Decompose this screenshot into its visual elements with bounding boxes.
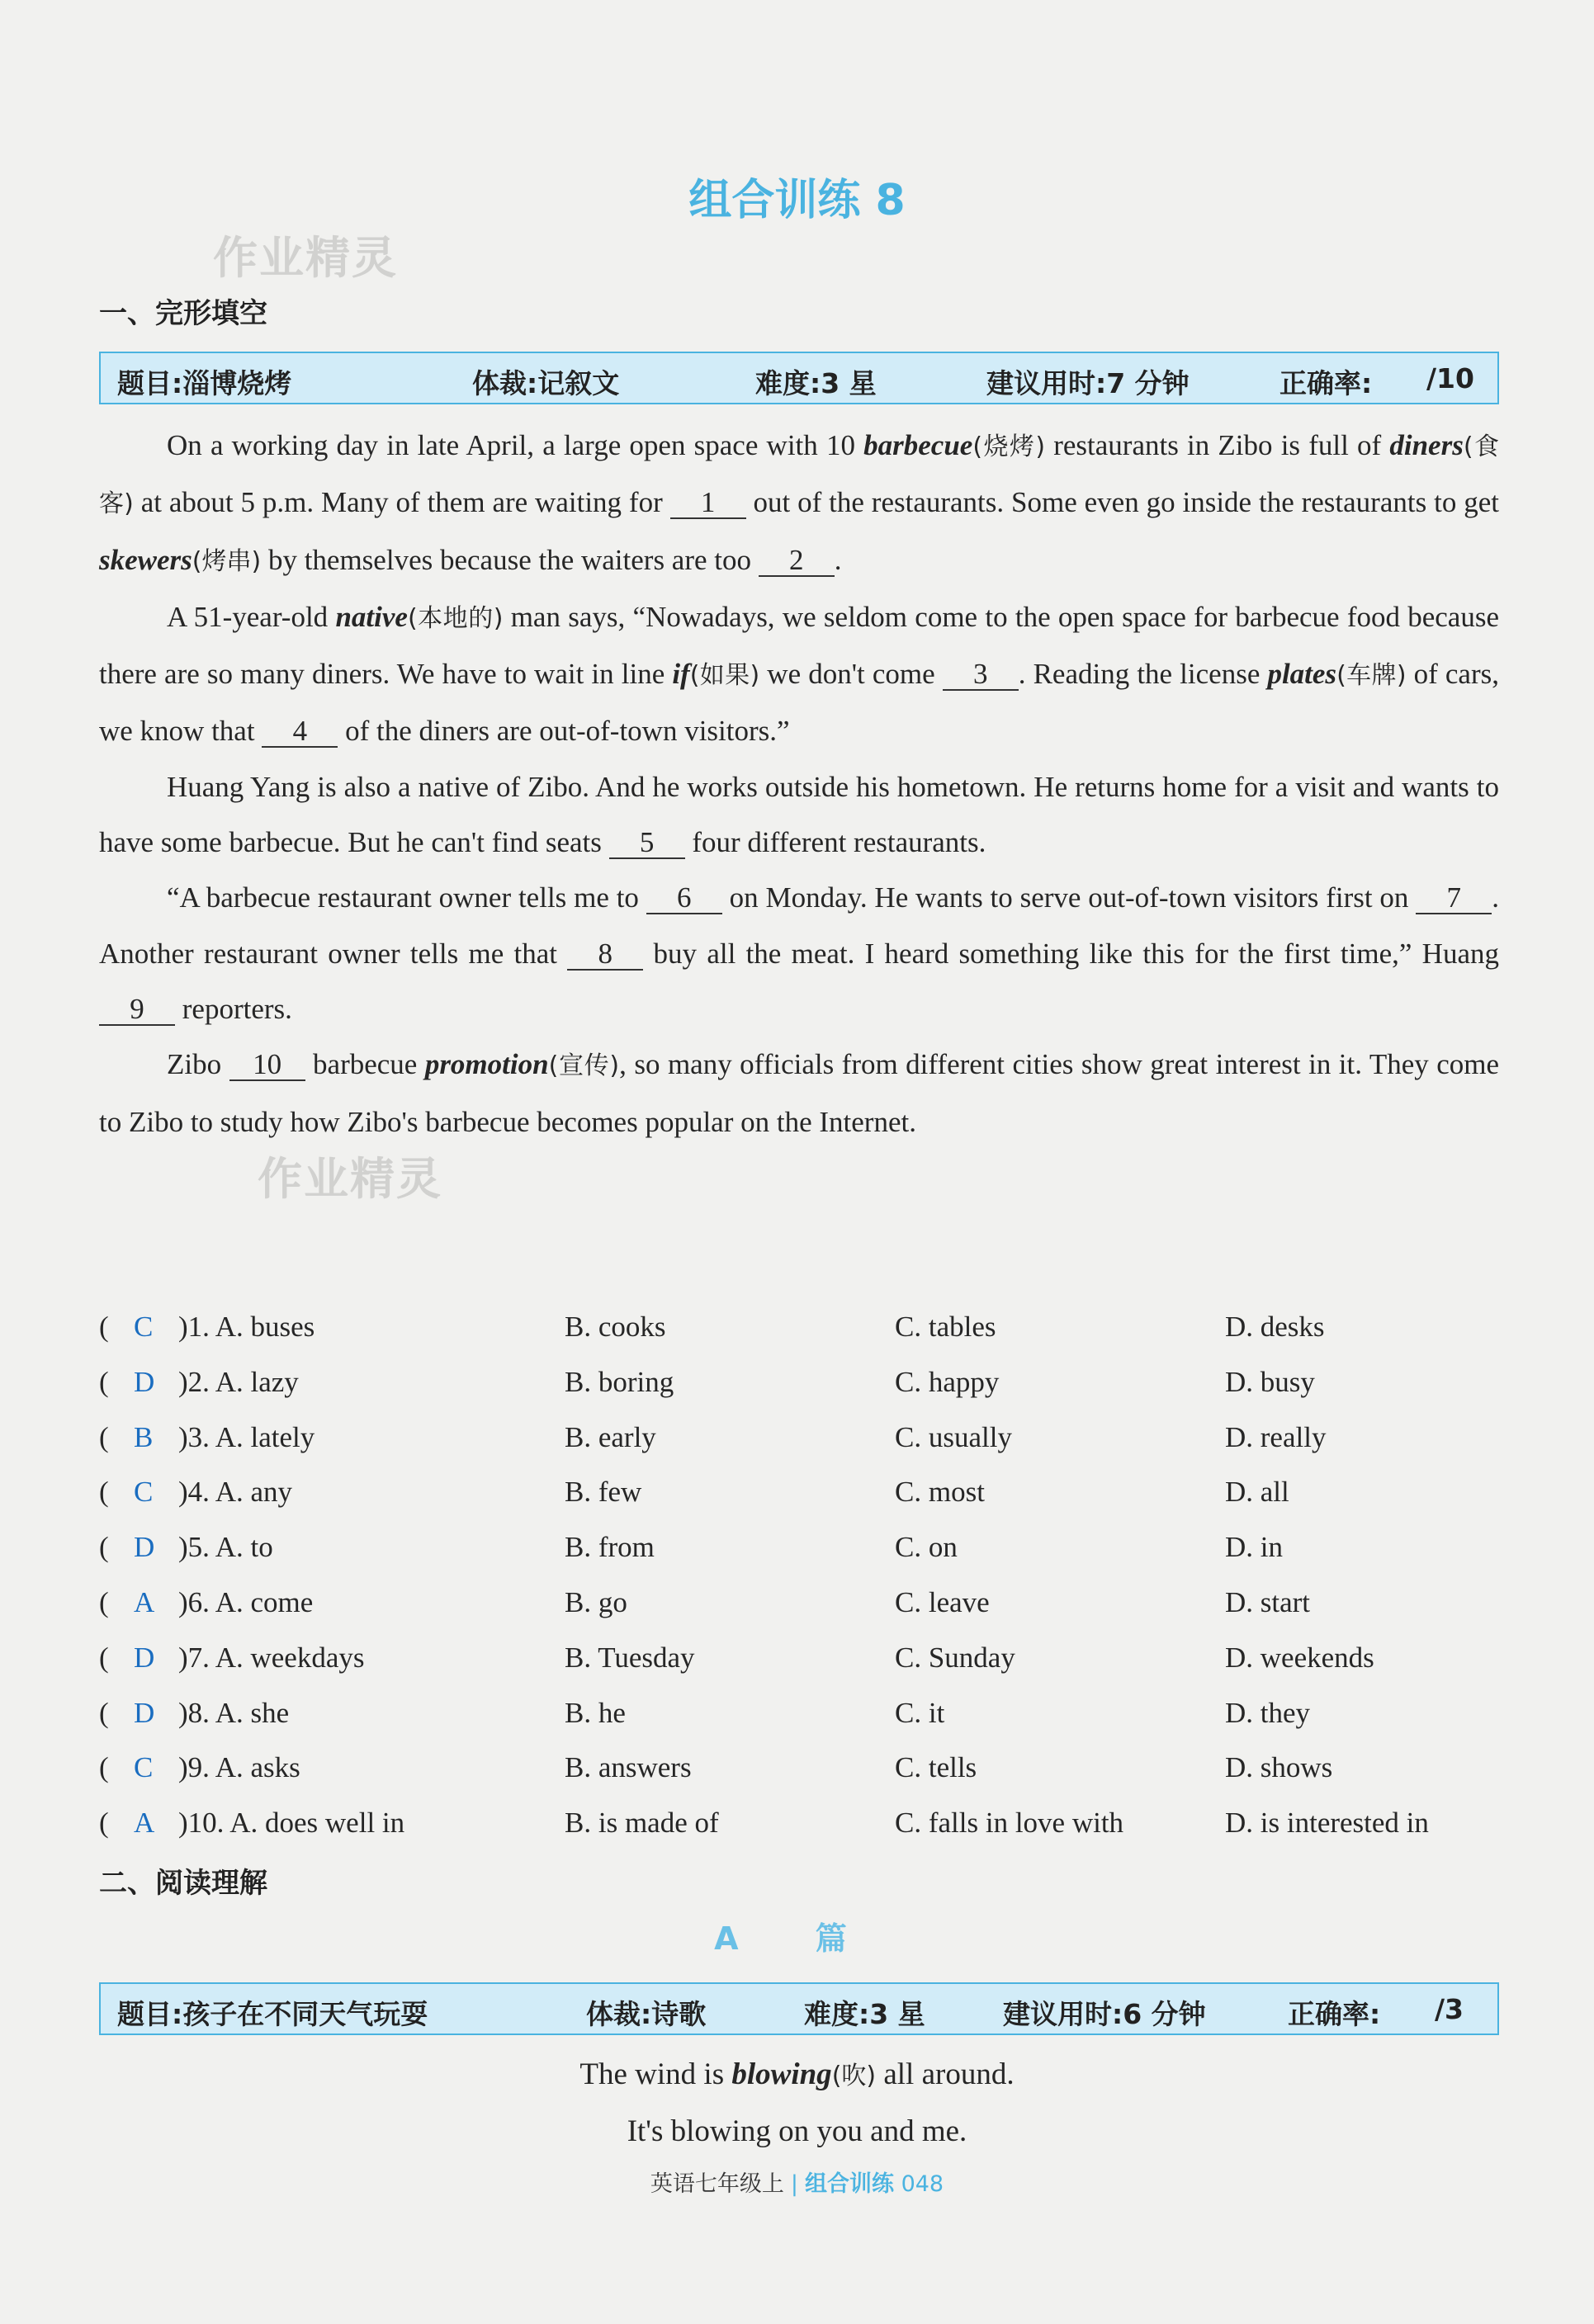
options-list (99, 1304, 1519, 1855)
paragraph-1: On a working day in late April, a large open space with 10 barbecue(烧烤) restaurants in Zibo is full of diners(食客) at about 5 p.m. Many of them are waiting for 1 out of the restaurants. Some even go inside the restaurants to get skewers(烤串) by themselves because the waiters are too 2 . (99, 429, 1499, 576)
question-row: ( D )7. A. weekdays B. Tuesday C. Sunday D. weekends (99, 1641, 1374, 1674)
paragraph-2: A 51-year-old native(本地的) man says, “Nowadays, we seldom come to the open space for barbecue food because there are so many diners. We have to wait in line if(如果) we don't come 3 . Reading the license plates(车牌) of cars, we know that 4 of the diners are out-of-town visitors.” (99, 600, 1500, 748)
question-row: ( C )4. A. any B. few C. most D. all (99, 1476, 1289, 1509)
poem-line-2: It's blowing on you and me. (627, 2114, 967, 2148)
info-bar-cloze (99, 352, 1499, 404)
answer-mark: D (134, 1365, 155, 1398)
cloze-passage (99, 418, 1499, 1150)
blank-7: 7 (1416, 883, 1492, 914)
bar-time: 建议用时:6 分钟 (1003, 1998, 1206, 2030)
part-title: A 篇 (714, 1920, 880, 1957)
blank-1: 1 (670, 488, 746, 519)
footer-section: 组合训练 (804, 2171, 894, 2197)
question-row: ( D )2. A. lazy B. boring C. happy D. busy (99, 1365, 1315, 1398)
paragraph-3: Huang Yang is also a native of Zibo. And he works outside his hometown. He returns home for a visit and wants to have some barbecue. But he can't find seats 5 four different restaurants. (99, 770, 1499, 859)
page-number: 048 (901, 2171, 944, 2197)
watermark-middle: 作业精灵 (258, 1153, 442, 1205)
blank-5: 5 (609, 828, 685, 859)
question-row: ( D )8. A. she B. he C. it D. they (99, 1696, 1311, 1729)
answer-mark: A (134, 1807, 155, 1840)
bar-genre: 体裁:诗歌 (586, 1998, 707, 2030)
poem-line-1: The wind is blowing(吹) all around. (579, 2057, 1015, 2091)
watermark-top: 作业精灵 (213, 232, 398, 284)
answer-mark: D (134, 1696, 155, 1729)
question-row: ( A )6. A. come B. go C. leave D. start (99, 1585, 1311, 1618)
bar-score: /3 (1435, 1993, 1464, 2025)
bar-difficulty: 难度:3 星 (755, 367, 877, 399)
paragraph-5: Zibo 10 barbecue promotion(宣传), so many officials from different cities show great interest in it. They come to Zibo to study how Zibo's barbecue becomes popular on the Internet. (99, 1048, 1499, 1138)
blank-4: 4 (262, 716, 338, 748)
question-row: ( B )3. A. lately B. early C. usually D. really (99, 1420, 1327, 1453)
info-bar-reading (99, 1982, 1499, 2035)
blank-6: 6 (646, 883, 722, 914)
answer-mark: C (134, 1476, 154, 1509)
blank-10: 10 (229, 1050, 305, 1081)
bar-accuracy: 正确率: (1288, 1998, 1381, 2030)
section-heading-cloze: 一、完形填空 (99, 297, 267, 330)
answer-mark: D (134, 1531, 155, 1564)
answer-mark: D (134, 1641, 155, 1674)
footer-divider: | (790, 2171, 798, 2197)
answer-mark: A (134, 1585, 155, 1618)
footer-book: 英语七年级上 (650, 2171, 784, 2197)
paragraph-4: “A barbecue restaurant owner tells me to 6 on Monday. He wants to serve out-of-town visitors first on 7 . Another restaurant owner tells me that 8 buy all the meat. I heard something like this for the first time,” Huang 9 reporters. (99, 881, 1500, 1025)
bar-difficulty: 难度:3 星 (804, 1998, 925, 2030)
question-row: ( D )5. A. to B. from C. on D. in (99, 1531, 1283, 1564)
blank-8: 8 (567, 939, 643, 971)
blank-3: 3 (943, 659, 1019, 691)
answer-mark: C (134, 1311, 154, 1343)
blank-2: 2 (759, 546, 835, 577)
poem (0, 2047, 1594, 2159)
question-row: ( A )10. A. does well in B. is made of C. falls in love with D. is interested in (99, 1807, 1429, 1840)
bar-genre: 体裁:记叙文 (472, 367, 620, 399)
answer-mark: B (134, 1420, 154, 1453)
bar-topic: 题目:孩子在不同天气玩耍 (117, 1998, 428, 2030)
section-heading-reading: 二、阅读理解 (99, 1867, 267, 1900)
answer-mark: C (134, 1751, 154, 1784)
page-title: 组合训练 8 (688, 176, 906, 225)
bar-topic: 题目:淄博烧烤 (117, 367, 292, 399)
bar-score: /10 (1426, 362, 1474, 394)
bar-accuracy: 正确率: (1279, 367, 1373, 399)
question-row: ( C )1. A. buses B. cooks C. tables D. desks (99, 1311, 1325, 1343)
blank-9: 9 (99, 994, 175, 1026)
question-row: ( C )9. A. asks B. answers C. tells D. shows (99, 1751, 1333, 1784)
bar-time: 建议用时:7 分钟 (986, 367, 1190, 399)
page-footer (0, 2166, 1594, 2198)
